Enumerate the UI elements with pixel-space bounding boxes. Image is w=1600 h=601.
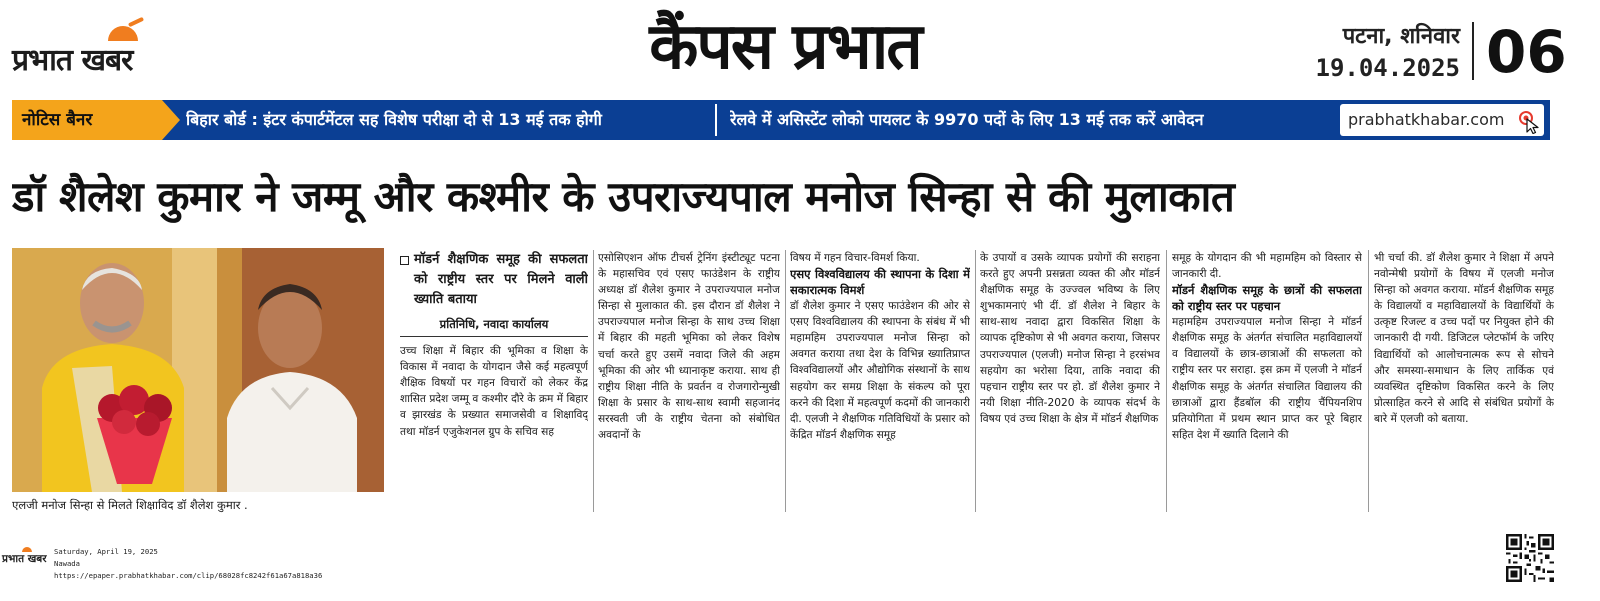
notice-item-board-exam[interactable]: बिहार बोर्ड : इंटर कंपार्टमेंटल सह विशेष परीक्षा दो से 13 मई तक होगी <box>186 110 602 129</box>
notice-label: नोटिस बैनर <box>12 100 162 140</box>
body-text: डॉ शैलेश कुमार ने एसए फाउंडेशन की ओर से एसए विश्वविद्यालय की स्थापना के संबंध में भी महामहिम उपराज्यपाल मनोज सिन्हा को अवगत कराया तथा देश के विभिन्न ख्यातिप्राप्त विश्वविद्यालयों और औद्योगिक संस्थानों के साथ सहयोग कर समग्र शिक्षा के संकल्प को पूरा करने की दिशा में महत्वपूर्ण कदमों की जानकारी दी. एलजी ने शैक्षणिक गतिविधियों के प्रसार को केंद्रित मॉडर्न शैक्षणिक समूह <box>790 300 970 441</box>
article-photo <box>12 248 384 492</box>
notice-bar <box>12 100 1550 140</box>
byline: प्रतिनिधि, नवादा कार्यालय <box>400 316 588 337</box>
clip-url[interactable]: https://epaper.prabhatkhabar.com/clip/68028fc8242f61a67a818a36 <box>54 571 323 580</box>
body-text: भी चर्चा की. डॉ शैलेश कुमार ने शिक्षा में अपने नवोन्मेषी प्रयोगों के विषय में एलजी मनोज सिन्हा को अवगत कराया. मॉडर्न शैक्षणिक समूह के विद्यालयों व महाविद्यालयों के विद्यार्थियों के उत्कृष्ट रिजल्ट व उच्च पदों पर नियुक्त होने की जानकारी दी गयी. डिजिटल प्लेटफॉर्म के जरिए विद्यार्थियों को आलोचनात्मक रूप से सोचने और समस्या-समाधान के लिए तार्किक एवं व्यवस्थित दृष्टिकोण विकसित करने के लिए प्रोत्साहित करने से आदि से संबंधित प्रयोगों के बारे में एलजी को बताया. <box>1374 252 1554 425</box>
body-text: महामहिम उपराज्यपाल मनोज सिन्हा ने मॉडर्न शैक्षणिक समूह के अंतर्गत संचालित महाविद्यालयों व विद्यालयों के छात्र-छात्राओं की सफलता को राष्ट्रीय स्तर पर सराहा. इस क्रम में एलजी ने मॉडर्न शैक्षणिक समूह के अंतर्गत संचालित विद्यालय की छात्राओं द्वारा हैंडबॉल की राष्ट्रीय चैंपियनशिप प्रतियोगिता में प्रथम स्थान प्राप्त कर पूरे बिहार सहित देश में ख्याति दिलाने की <box>1172 316 1362 441</box>
article-column-4 <box>980 250 1160 512</box>
clip-date: Saturday, April 19, 2025 <box>54 547 158 556</box>
column-rule <box>1166 250 1167 512</box>
article-column-1 <box>400 250 588 512</box>
qr-code-icon[interactable] <box>1506 534 1554 582</box>
newspaper-logo[interactable] <box>12 26 212 76</box>
city-day: पटना, शनिवार <box>1342 24 1460 49</box>
footer-logo: प्रभात खबर <box>2 552 50 572</box>
website-link[interactable] <box>1340 104 1544 136</box>
pull-quote: मॉडर्न शैक्षणिक समूह की सफलता को राष्ट्रीय स्तर पर मिलने वाली ख्याति बताया <box>400 250 588 310</box>
body-text: समूह के योगदान की भी महामहिम को विस्तार से जानकारी दी. <box>1172 252 1362 281</box>
notice-item-railway[interactable]: रेलवे में असिस्टेंट लोको पायलट के 9970 पदों के लिए 13 मई तक करें आवेदन <box>730 110 1204 129</box>
photo-caption: एलजी मनोज सिन्हा से मिलते शिक्षाविद डॉ शैलेश कुमार . <box>12 498 248 512</box>
masthead <box>0 0 1600 96</box>
column-rule <box>975 250 976 512</box>
cursor-click-icon <box>1518 110 1540 134</box>
logo-text: प्रभात खबर <box>12 43 133 78</box>
page-number: 06 <box>1486 18 1567 86</box>
article-column-3 <box>790 250 970 512</box>
column-rule <box>593 250 594 512</box>
photo-illustration <box>12 248 384 492</box>
subhead: एसए विश्वविद्यालय की स्थापना के दिशा में सकारात्मक विमर्श <box>790 267 970 298</box>
clip-edition: Nawada <box>54 559 80 568</box>
subhead: मॉडर्न शैक्षणिक समूह के छात्रों की सफलता को राष्ट्रीय स्तर पर पहचान <box>1172 283 1362 314</box>
article-column-2 <box>598 250 780 512</box>
body-text: एसोसिएशन ऑफ टीचर्स ट्रेनिंग इंस्टीट्यूट पटना के महासचिव एवं एसए फाउंडेशन के राष्ट्रीय अध्यक्ष डॉ शैलेश कुमार ने उपराज्यपाल मनोज सिन्हा से मुलाकात की. इस दौरान डॉ शैलेश ने उपराज्यपाल मनोज सिन्हा के साथ उच्च शिक्षा में बिहार की महती भूमिका को लेकर विशेष चर्चा करते हुए उसमें नवादा जिले की अहम भूमिका की ओर भी ध्यानाकृष्ट कराया. साथ ही राष्ट्रीय शिक्षा नीति के प्रवर्तन व रोजगारोन्मुखी शिक्षा के प्रसार के साथ-साथ स्वामी सहजानंद सरस्वती जी के राष्ट्रीय चेतना को संबोधित अवदानों के <box>598 252 780 442</box>
article-column-5 <box>1172 250 1362 512</box>
column-rule <box>785 250 786 512</box>
dateline <box>1300 22 1460 84</box>
notice-separator <box>715 104 717 136</box>
article-column-6 <box>1374 250 1554 512</box>
column-rule <box>1368 250 1369 512</box>
article-headline: डॉ शैलेश कुमार ने जम्मू और कश्मीर के उपराज्यपाल मनोज सिन्हा से की मुलाकात <box>12 172 1235 221</box>
section-title: कैंपस प्रभात <box>649 10 921 84</box>
date-divider <box>1472 22 1474 80</box>
issue-date: 19.04.2025 <box>1315 54 1460 82</box>
body-text: उच्च शिक्षा में बिहार की भूमिका व शिक्षा के विकास में नवादा के योगदान जैसे कई महत्वपूर्ण शैक्षिक विषयों पर गहन विचारों को लेकर केंद्र शासित प्रदेश जम्मू व कश्मीर दौरे के क्रम में बिहार व झारखंड के प्रख्यात समाजसेवी व शिक्षाविद् तथा मॉडर्न एजुकेशनल ग्रुप के सचिव सह <box>400 345 588 438</box>
clip-footer <box>0 532 1600 601</box>
clip-metadata <box>54 546 322 582</box>
body-text: के उपायों व उसके व्यापक प्रयोगों की सराहना करते हुए अपनी प्रसन्नता व्यक्त की और मॉडर्न शैक्षणिक समूह के उज्ज्वल भविष्य के लिए शुभकामनाएं भी दीं. डॉ शैलेश ने बिहार के साथ-साथ नवादा द्वारा विकसित शिक्षा के व्यापक दृष्टिकोण से भी अवगत कराया, जिसपर उपराज्यपाल (एलजी) मनोज सिन्हा ने हरसंभव सहयोग का भरोसा दिया, ताकि नवादा की पहचान राष्ट्रीय स्तर पर हो. डॉ शैलेश कुमार ने नयी शिक्षा नीति-2020 के व्यापक संदर्भ के विषय एवं उच्च शिक्षा के क्षेत्र में मॉडर्न शैक्षणिक <box>980 252 1160 425</box>
body-text: विषय में गहन विचार-विमर्श किया. <box>790 252 920 264</box>
website-url: prabhatkhabar.com <box>1348 110 1505 129</box>
